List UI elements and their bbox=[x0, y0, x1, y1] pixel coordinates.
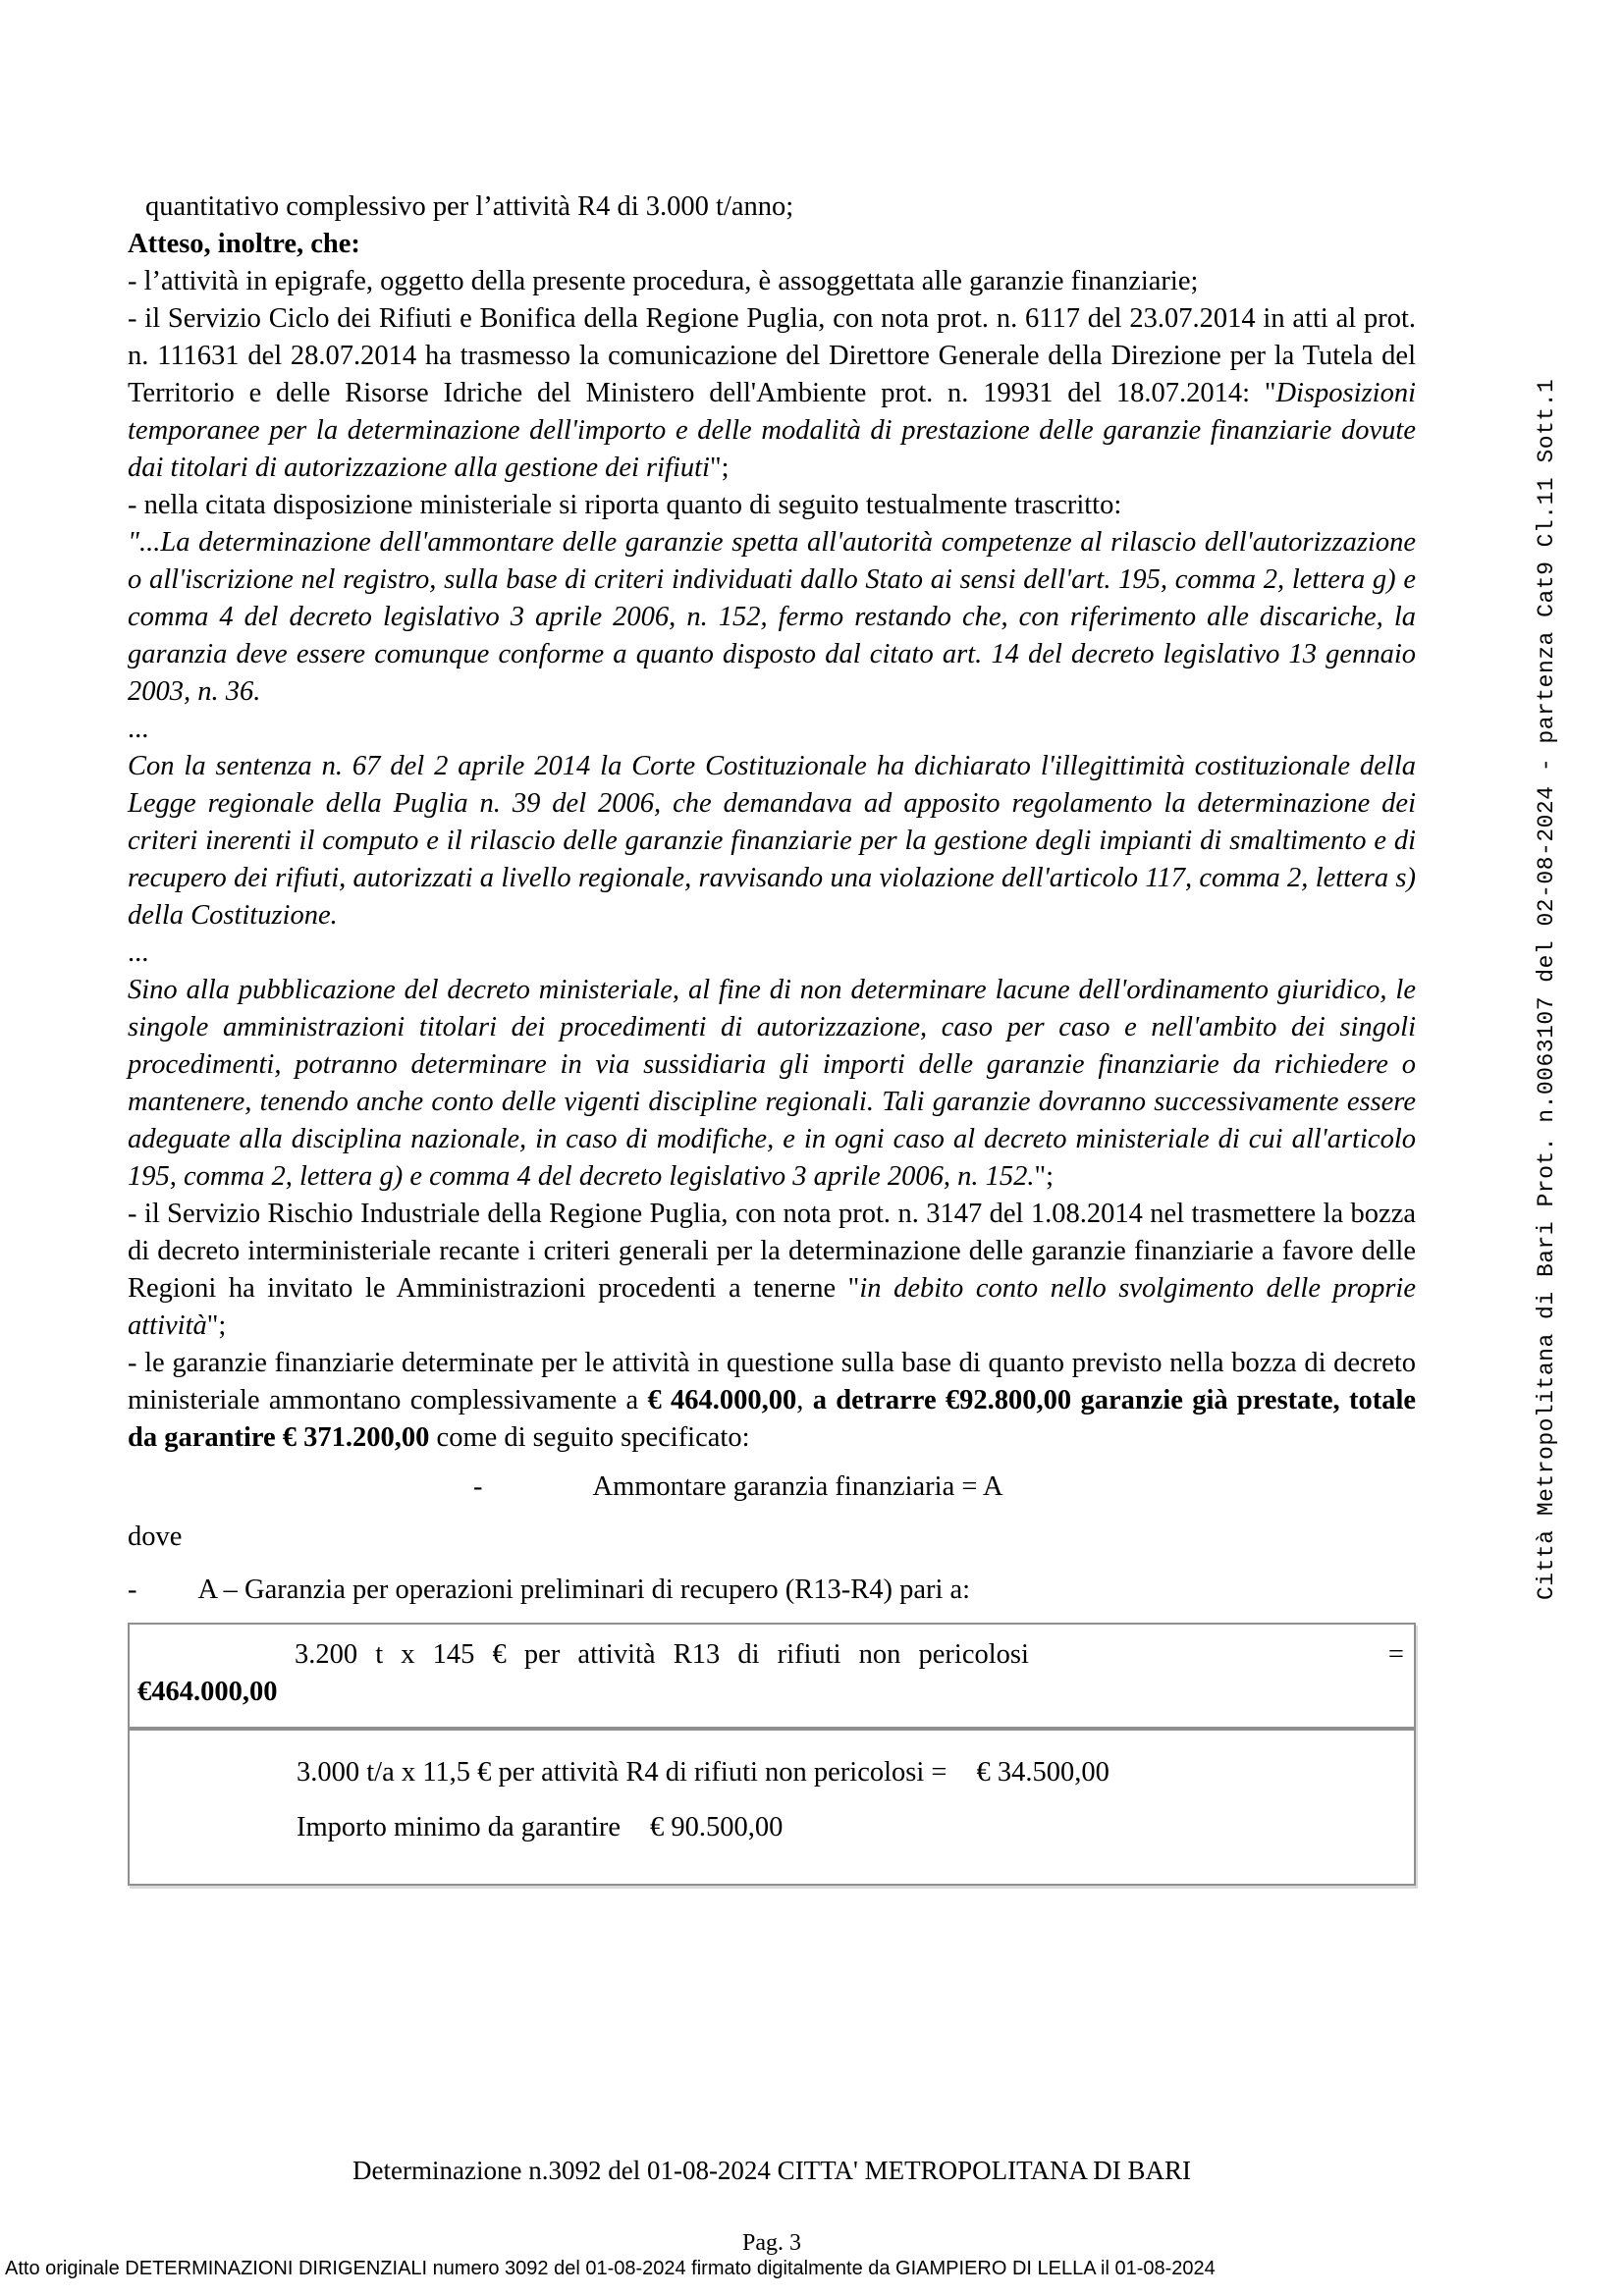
paragraph-segment: "; bbox=[709, 453, 730, 483]
r13-formula-row bbox=[137, 1636, 1404, 1674]
paragraph-segment: Sino alla pubblicazione del decreto ministeriale, al fine di non determinare lacune dell'ordinamento giuridico, le singole amministrazioni titolari dei procedimenti di autorizzazione, caso per caso e nell'ambito dei singoli procedimenti, potranno determinare in via sussidiaria gli importi delle garanzie finanziarie da richiedere o mantenere, tenendo anche conto delle vigenti discipline regionali. Tali garanzie dovranno successivamente essere adeguate alla disciplina nazionale, in caso di modifiche, e in ogni caso al decreto ministeriale di cui all'articolo 195, comma 2, lettera g) e comma 4 del decreto legislativo 3 aprile 2006, n. 152. bbox=[128, 975, 1416, 1192]
paragraph-segment: - nella citata disposizione ministeriale si riporta quanto di seguito testualmente trascritto: bbox=[128, 490, 1122, 520]
paragraph-segment: Disposizioni temporanee per la determinazione dell'importo e delle modalità di prestazione delle garanzie finanziarie dovute dai titolari di autorizzazione alla gestione dei rifiuti bbox=[128, 378, 1416, 483]
body-paragraph bbox=[128, 711, 1416, 748]
paragraph-segment: come di seguito specificato: bbox=[429, 1422, 750, 1453]
paragraph-segment: - il Servizio Ciclo dei Rifiuti e Bonifica della Regione Puglia, con nota prot. n. 6117 del 23.07.2014 in atti al prot. n. 111631 del 28.07.2014 ha trasmesso la comunicazione del Direttore Generale della Direzione per la Tutela del Territorio e delle Risorse Idriche del Ministero dell'Ambiente prot. n. 19931 del 18.07.2014: " bbox=[128, 303, 1416, 408]
dove-line: dove bbox=[128, 1522, 183, 1552]
body-text bbox=[128, 188, 1416, 1886]
body-paragraph bbox=[128, 934, 1416, 972]
minimum-guarantee-label: Importo minimo da garantire bbox=[297, 1812, 622, 1842]
calc-box-r13 bbox=[128, 1623, 1416, 1729]
page-number: Pag. 3 bbox=[742, 2230, 801, 2256]
r13-formula: 3.200 t x 145 € per attività R13 di rifiuti non pericolosi bbox=[295, 1639, 1029, 1670]
body-paragraph bbox=[128, 524, 1416, 711]
paragraph-segment: "; bbox=[206, 1310, 227, 1341]
body-paragraph bbox=[128, 188, 1416, 226]
footer-determinazione: Determinazione n.3092 del 01-08-2024 CITTA' METROPOLITANA DI BARI bbox=[352, 2156, 1191, 2185]
paragraph-segment: Atteso, inoltre, che: bbox=[128, 229, 360, 259]
paragraph-segment: ... bbox=[128, 714, 149, 744]
paragraph-segment: - il Servizio Rischio Industriale della Regione Puglia, con nota prot. n. 3147 del 1.08.2014 nel trasmettere la bozza di decreto interministeriale recante i criteri generali per la determinazione delle garanzie finanziarie a favore delle Regioni ha invitato le Amministrazioni procedenti a tenerne " bbox=[128, 1199, 1416, 1304]
formula-line bbox=[128, 1468, 1416, 1506]
paragraph-segment: "; bbox=[1034, 1161, 1055, 1192]
item-a-text: A – Garanzia per operazioni preliminari di recupero (R13-R4) pari a: bbox=[197, 1575, 971, 1605]
minimum-guarantee-row bbox=[297, 1809, 1404, 1846]
paragraph-segment: , bbox=[796, 1385, 813, 1415]
paragraph-segment: a detrarre €92.800,00 garanzie già prestate, totale da garantire € 371.200,00 bbox=[128, 1385, 1417, 1453]
body-paragraph bbox=[128, 1196, 1416, 1345]
paragraph-segment: - le garanzie finanziarie determinate per le attività in questione sulla base di quanto previsto nella bozza di decreto ministeriale ammontano complessivamente a bbox=[128, 1348, 1416, 1415]
digital-signature-note: Atto originale DETERMINAZIONI DIRIGENZIALI numero 3092 del 01-08-2024 firmato digitalmente da GIAMPIERO DI LELLA il 01-08-2024 bbox=[5, 2258, 1216, 2279]
formula-text: Ammontare garanzia finanziaria = A bbox=[592, 1471, 1003, 1502]
r4-amount: € 34.500,00 bbox=[976, 1757, 1109, 1788]
paragraph-segment: ... bbox=[128, 937, 149, 968]
calc-box-r4 bbox=[128, 1729, 1416, 1886]
body-paragraph bbox=[128, 263, 1416, 300]
body-paragraph bbox=[128, 972, 1416, 1196]
body-paragraph bbox=[128, 748, 1416, 934]
paragraph-segment: - l’attività in epigrafe, oggetto della presente procedura, è assoggettata alle garanzie finanziarie; bbox=[128, 266, 1199, 296]
r4-formula: 3.000 t/a x 11,5 € per attività R4 di rifiuti non pericolosi = bbox=[297, 1757, 947, 1788]
r13-equals-sign: = bbox=[1387, 1639, 1404, 1670]
paragraph-segment: "...La determinazione dell'ammontare delle garanzie spetta all'autorità competenze al rilascio dell'autorizzazione o all'iscrizione nel registro, sulla base di criteri individuati dallo Stato ai sensi dell'art. 195, comma 2, lettera g) e comma 4 del decreto legislativo 3 aprile 2006, n. 152, fermo restando che, con riferimento alle discariche, la garanzia deve essere comunque conforme a quanto disposto dal citato art. 14 del decreto legislativo 13 gennaio 2003, n. 36. bbox=[128, 527, 1416, 707]
paragraph-segment: quantitativo complessivo per l’attività R4 di 3.000 t/anno; bbox=[145, 191, 794, 222]
paragraph-segment: Con la sentenza n. 67 del 2 aprile 2014 la Corte Costituzionale ha dichiarato l'illegittimità costituzionale della Legge regionale della Puglia n. 39 del 2006, che demandava ad apposito regolamento la determinazione dei criteri inerenti il computo e il rilascio delle garanzie finanziarie per la gestione degli impianti di smaltimento e di recupero dei rifiuti, autorizzati a livello regionale, ravvisando una violazione dell'articolo 117, comma 2, lettera s) della Costituzione. bbox=[128, 751, 1416, 931]
body-paragraph bbox=[128, 226, 1416, 263]
paragraph-segment: € 464.000,00 bbox=[647, 1385, 797, 1415]
body-paragraph bbox=[128, 300, 1416, 487]
protocol-stamp-vertical: Città Metropolitana di Bari Prot. n.0063107 del 02-08-2024 - partenza Cat9 Cl.11 Sott.1 bbox=[1534, 378, 1559, 1600]
r4-formula-row bbox=[297, 1754, 1404, 1791]
body-paragraph bbox=[128, 487, 1416, 524]
minimum-guarantee-amount: € 90.500,00 bbox=[650, 1812, 784, 1842]
formula-dash: - bbox=[473, 1471, 483, 1502]
paragraph-segment: in debito conto nello svolgimento delle proprie attività bbox=[128, 1273, 1416, 1341]
item-a-line bbox=[128, 1572, 1416, 1609]
item-a-dash: - bbox=[128, 1575, 137, 1605]
body-paragraph bbox=[128, 1345, 1416, 1457]
r13-result-amount: €464.000,00 bbox=[137, 1677, 278, 1707]
